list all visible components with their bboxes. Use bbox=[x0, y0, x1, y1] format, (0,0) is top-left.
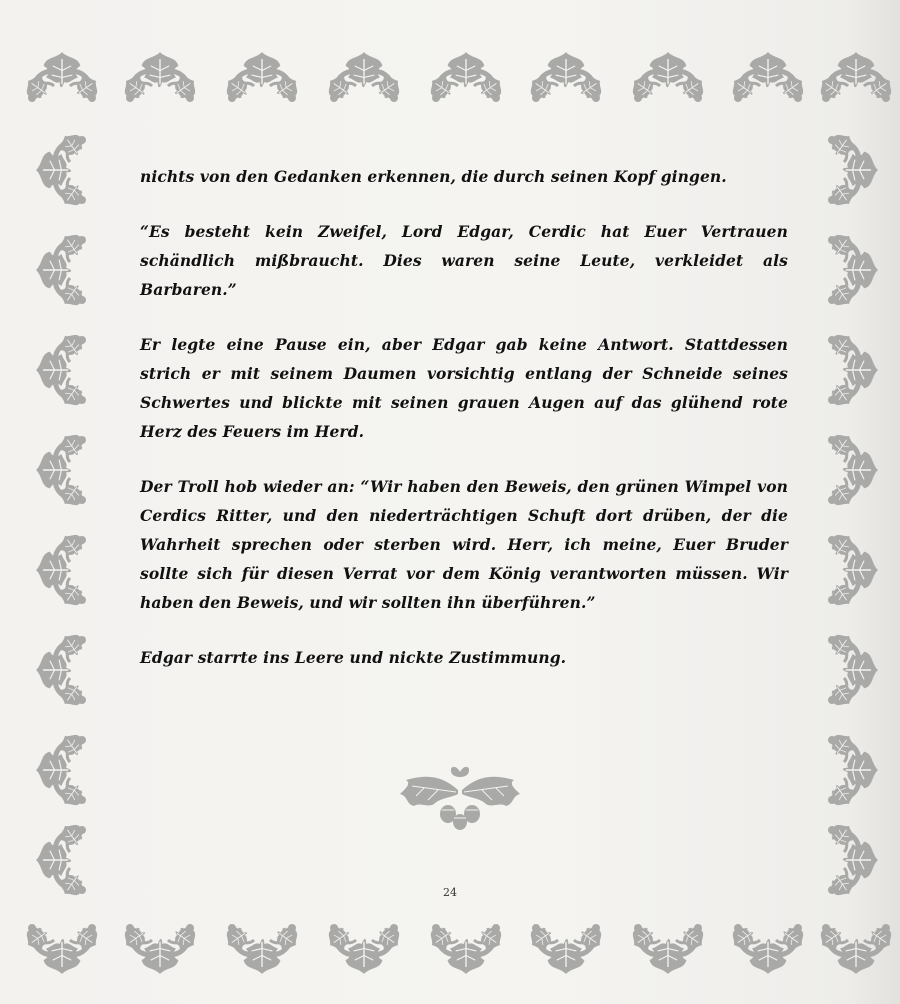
paragraph-2: “Es besteht kein Zweifel, Lord Edgar, Cerdic hat Euer Vertrauen schändlich mißbraucht. Dies waren seine Leute, verkleidet als Barbaren.” bbox=[140, 222, 788, 299]
border-left bbox=[36, 129, 88, 901]
page-number: 24 bbox=[443, 886, 457, 899]
border-bottom bbox=[21, 922, 897, 974]
paragraph-1: nichts von den Gedanken erkennen, die durch seinen Kopf gingen. bbox=[140, 167, 727, 186]
oak-leaf-acorn-vignette-icon bbox=[398, 764, 522, 832]
paragraph-3: Er legte eine Pause ein, aber Edgar gab keine Antwort. Stattdessen strich er mit seinem Daumen vorsichtig entlang der Schneide seines Schwertes und blickte mit seinen grauen Augen auf das glühend rote Herz des Feuers im Herd. bbox=[140, 335, 788, 441]
border-right bbox=[826, 129, 878, 901]
paragraph-4: Der Troll hob wieder an: “Wir haben den Beweis, den grünen Wimpel von Cerdics Ritter, und den niederträchtigen Schuft dort drüben, der die Wahrheit sprechen oder sterben wird. Herr, ich meine, Euer Bruder sollte sich für diesen Verrat vor dem König verantworten müssen. Wir haben den Beweis, und wir sollten ihn überführen.” bbox=[140, 477, 788, 612]
paragraph-5: Edgar starrte ins Leere und nickte Zustimmung. bbox=[140, 648, 567, 667]
border-top bbox=[21, 52, 897, 104]
body-text bbox=[140, 162, 788, 672]
